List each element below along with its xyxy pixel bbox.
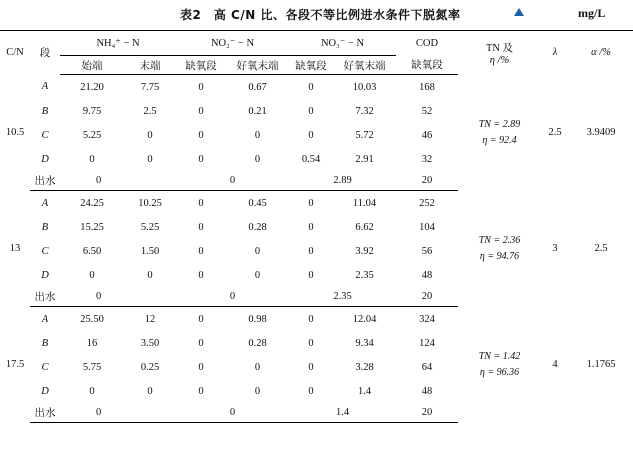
tn-value: TN = 2.89 <box>478 118 521 130</box>
no2-oxic-cell: 0.67 <box>248 81 267 93</box>
no2-anoxic-cell: 0 <box>198 105 204 117</box>
nh4-end-cell: 0 <box>147 153 153 165</box>
header-row-1 <box>0 31 633 56</box>
table-row <box>0 75 633 100</box>
denitrification-table <box>0 30 633 423</box>
nh4-start-cell: 24.25 <box>80 197 104 209</box>
stage-cell: C <box>41 361 49 373</box>
stage-cell: A <box>41 313 49 325</box>
stage-cell: A <box>41 197 49 209</box>
cod-cell: 48 <box>421 269 433 281</box>
header-alpha: α /% <box>591 47 611 59</box>
tn-value: TN = 2.36 <box>478 234 521 246</box>
no2-anoxic-cell: 0 <box>198 385 204 397</box>
nh4-end-cell: 0 <box>147 129 153 141</box>
effluent-no3: 2.89 <box>289 171 396 191</box>
lambda-value: 2.5 <box>548 127 562 138</box>
stage-cell: C <box>41 245 49 257</box>
no2-anoxic-cell: 0 <box>198 221 204 233</box>
effluent-cod: 20 <box>396 403 458 423</box>
header-tn <box>458 31 541 75</box>
stage-cell: A <box>41 81 49 93</box>
table-caption <box>0 4 633 24</box>
nh4-end-cell: 5.25 <box>140 221 160 233</box>
effluent-nh4: 0 <box>60 403 176 423</box>
subheader-anoxic: 缺氧段 <box>289 56 333 75</box>
no2-anoxic-cell: 0 <box>198 81 204 93</box>
no3-anoxic-cell: 0 <box>308 197 314 209</box>
no3-oxic-cell: 11.04 <box>352 197 377 209</box>
stage-cell: B <box>41 337 49 349</box>
no2-anoxic-cell: 0 <box>198 129 204 141</box>
alpha-value: 3.9409 <box>586 127 616 138</box>
no2-anoxic-cell: 0 <box>198 245 204 257</box>
stage-cell: B <box>41 105 49 117</box>
eta-value: η = 96.36 <box>479 366 520 378</box>
table-title: 表2 高 C/N 比、各段不等比例进水条件下脱氮率 <box>180 8 461 22</box>
triangle-marker-icon <box>514 8 524 16</box>
no3-anoxic-cell: 0 <box>308 361 314 373</box>
nh4-start-cell: 9.75 <box>82 105 102 117</box>
effluent-cod: 20 <box>396 171 458 191</box>
no3-anoxic-cell: 0 <box>308 105 314 117</box>
subheader-cod-anoxic: 缺氧段 <box>396 56 458 75</box>
cod-cell: 168 <box>419 81 435 93</box>
cod-cell: 32 <box>421 153 433 165</box>
no3-oxic-cell: 2.91 <box>355 153 374 165</box>
no2-oxic-cell: 0 <box>254 245 261 257</box>
header-nh4: NH₄⁺ − N <box>60 31 176 56</box>
no2-oxic-cell: 0 <box>254 385 261 397</box>
nh4-start-cell: 25.50 <box>80 313 104 325</box>
no2-oxic-cell: 0 <box>254 129 261 141</box>
no2-oxic-cell: 0 <box>254 269 261 281</box>
tn-value: TN = 1.42 <box>478 350 521 362</box>
no2-oxic-cell: 0 <box>254 153 261 165</box>
header-cod: COD <box>415 37 439 49</box>
cod-cell: 48 <box>421 385 433 397</box>
no3-oxic-cell: 1.4 <box>357 385 372 397</box>
cn-value: 17.5 <box>5 359 25 370</box>
nh4-end-cell: 2.5 <box>143 105 157 117</box>
nh4-start-cell: 0 <box>89 385 95 397</box>
no2-anoxic-cell: 0 <box>198 153 204 165</box>
lambda-value: 4 <box>552 359 558 370</box>
no3-oxic-cell: 3.92 <box>355 245 374 257</box>
effluent-cod: 20 <box>396 287 458 307</box>
no3-oxic-cell: 6.62 <box>355 221 374 233</box>
section-cn-13 <box>0 191 633 307</box>
no2-oxic-cell: 0.28 <box>248 221 267 233</box>
tn-eta-cell <box>458 75 541 191</box>
nh4-start-cell: 5.75 <box>82 361 102 373</box>
subheader-oxic-end: 好氧末端 <box>333 56 396 75</box>
cod-cell: 104 <box>419 221 435 233</box>
no3-anoxic-cell: 0 <box>308 337 314 349</box>
nh4-start-cell: 21.20 <box>80 81 104 93</box>
no3-oxic-cell: 3.28 <box>355 361 374 373</box>
effluent-no3: 2.35 <box>289 287 396 307</box>
effluent-no2: 0 <box>176 287 289 307</box>
no3-anoxic-cell: 0 <box>308 81 314 93</box>
effluent-no2: 0 <box>176 171 289 191</box>
no3-oxic-cell: 12.04 <box>352 313 377 325</box>
no3-oxic-cell: 5.72 <box>355 129 374 141</box>
no2-anoxic-cell: 0 <box>198 269 204 281</box>
no2-oxic-cell: 0 <box>254 361 261 373</box>
nh4-start-cell: 0 <box>89 153 95 165</box>
header-lambda: λ <box>552 47 558 59</box>
subheader-oxic-end: 好氧末端 <box>226 56 289 75</box>
no3-anoxic-cell: 0.54 <box>301 153 321 165</box>
no2-oxic-cell: 0.45 <box>248 197 267 209</box>
nh4-end-cell: 0 <box>147 385 153 397</box>
cod-cell: 64 <box>421 361 433 373</box>
nh4-end-cell: 3.50 <box>140 337 160 349</box>
unit-label: mg/L <box>578 6 606 20</box>
cod-cell: 46 <box>421 129 433 141</box>
cod-cell: 52 <box>421 105 433 117</box>
no3-anoxic-cell: 0 <box>308 129 314 141</box>
effluent-nh4: 0 <box>60 171 176 191</box>
nh4-end-cell: 12 <box>144 313 156 325</box>
nh4-end-cell: 10.25 <box>138 197 162 209</box>
header-tn-line2: η /% <box>489 54 510 66</box>
alpha-value: 1.1765 <box>586 359 616 370</box>
no2-anoxic-cell: 0 <box>198 313 204 325</box>
no3-oxic-cell: 7.32 <box>355 105 374 117</box>
effluent-no2: 0 <box>176 403 289 423</box>
no2-anoxic-cell: 0 <box>198 337 204 349</box>
nh4-end-cell: 0 <box>147 269 153 281</box>
cod-cell: 252 <box>419 197 435 209</box>
effluent-no3: 1.4 <box>289 403 396 423</box>
no2-oxic-cell: 0.28 <box>248 337 267 349</box>
table-row <box>0 307 633 332</box>
cn-value: 10.5 <box>5 127 25 138</box>
no2-anoxic-cell: 0 <box>198 197 204 209</box>
nh4-start-cell: 5.25 <box>82 129 102 141</box>
alpha-value: 2.5 <box>594 243 608 254</box>
effluent-label: 出水 <box>30 403 60 423</box>
no2-anoxic-cell: 0 <box>198 361 204 373</box>
no3-anoxic-cell: 0 <box>308 221 314 233</box>
nh4-end-cell: 7.75 <box>140 81 160 93</box>
stage-cell: D <box>41 153 49 165</box>
effluent-nh4: 0 <box>60 287 176 307</box>
effluent-label: 出水 <box>30 171 60 191</box>
tn-eta-cell <box>458 191 541 307</box>
stage-cell: C <box>41 129 49 141</box>
subheader-end: 末端 <box>124 56 176 75</box>
no3-anoxic-cell: 0 <box>308 385 314 397</box>
stage-cell: B <box>41 221 49 233</box>
lambda-value: 3 <box>552 243 558 254</box>
no2-oxic-cell: 0.98 <box>248 313 267 325</box>
no3-oxic-cell: 9.34 <box>355 337 374 349</box>
nh4-start-cell: 16 <box>86 337 98 349</box>
nh4-end-cell: 1.50 <box>140 245 160 257</box>
no3-oxic-cell: 2.35 <box>355 269 374 281</box>
header-no2: NO₂⁻ − N <box>176 31 289 56</box>
eta-value: η = 94.76 <box>479 250 520 262</box>
nh4-end-cell: 0.25 <box>140 361 160 373</box>
no3-anoxic-cell: 0 <box>308 269 314 281</box>
nh4-start-cell: 15.25 <box>80 221 104 233</box>
cod-cell: 324 <box>419 313 435 325</box>
stage-cell: D <box>41 269 49 281</box>
header-cn: C/N <box>6 47 24 59</box>
header-tn-line1: TN 及 <box>485 42 514 54</box>
table-row <box>0 191 633 216</box>
no3-anoxic-cell: 0 <box>308 245 314 257</box>
tn-eta-cell <box>458 307 541 423</box>
subheader-anoxic: 缺氧段 <box>176 56 226 75</box>
no2-oxic-cell: 0.21 <box>248 105 267 117</box>
nh4-start-cell: 0 <box>89 269 95 281</box>
no3-anoxic-cell: 0 <box>308 313 314 325</box>
section-cn-17-5 <box>0 307 633 423</box>
cod-cell: 124 <box>419 337 435 349</box>
cod-cell: 56 <box>421 245 433 257</box>
subheader-start: 始端 <box>60 56 124 75</box>
no3-oxic-cell: 10.03 <box>352 81 377 93</box>
stage-cell: D <box>41 385 49 397</box>
eta-value: η = 92.4 <box>482 134 517 146</box>
section-cn-10-5 <box>0 75 633 191</box>
header-stage: 段 <box>39 48 51 60</box>
header-no3: NO₃⁻ − N <box>289 31 396 56</box>
nh4-start-cell: 6.50 <box>82 245 102 257</box>
cn-value: 13 <box>9 243 21 254</box>
effluent-label: 出水 <box>30 287 60 307</box>
